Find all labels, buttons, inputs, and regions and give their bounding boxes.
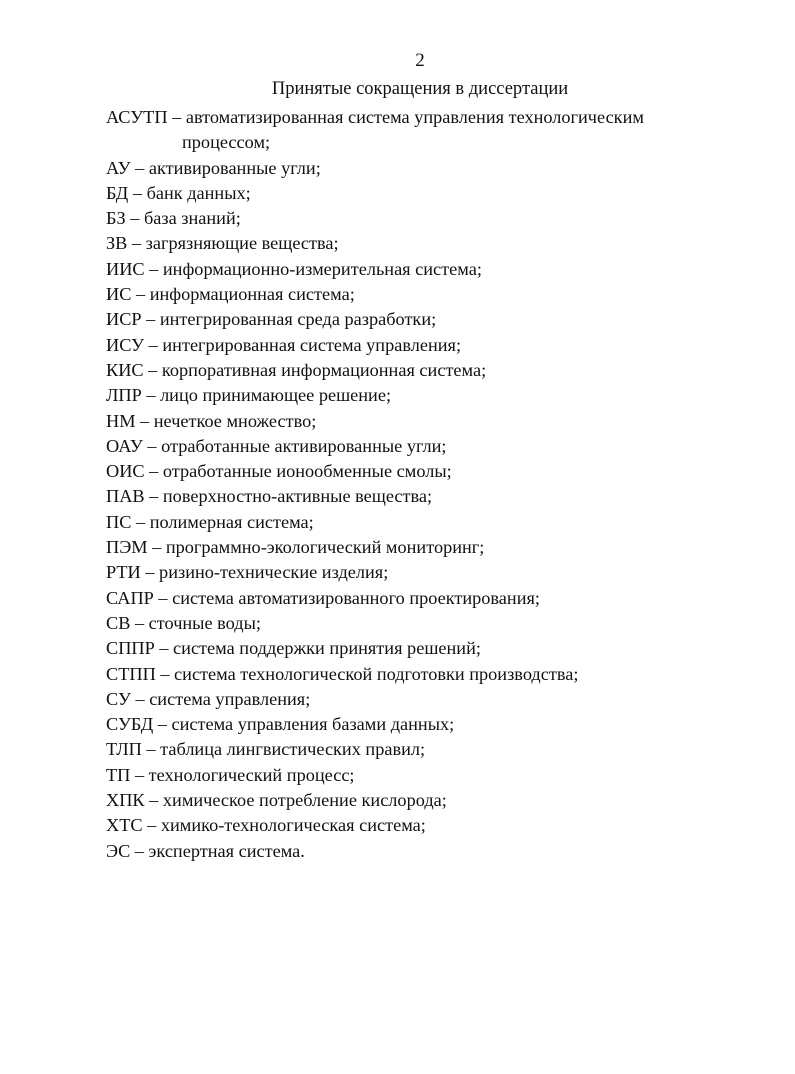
dash-separator: – — [142, 815, 161, 836]
abbreviation-entry — [106, 333, 686, 358]
definition: полимерная система; — [149, 511, 314, 532]
abbreviation-entry — [106, 459, 686, 484]
abbreviation: БД — [106, 182, 129, 203]
dash-separator: – — [153, 587, 173, 608]
abbreviation: АСУТП — [106, 107, 168, 127]
dash-separator: – — [141, 309, 160, 330]
dash-separator: – — [130, 764, 149, 785]
definition: база знаний; — [143, 208, 241, 229]
abbreviation: АУ — [106, 157, 131, 178]
definition: загрязняющие вещества; — [145, 233, 339, 254]
abbreviation-entry — [106, 282, 686, 307]
abbreviation: ХПК — [106, 790, 145, 811]
definition: ризино-технические изделия; — [159, 562, 389, 583]
dash-separator: – — [127, 233, 146, 254]
abbreviation: СВ — [106, 612, 131, 633]
dash-separator: – — [125, 208, 144, 229]
abbreviation: ИСР — [106, 309, 142, 330]
definition: таблица лингвистических правил; — [160, 739, 426, 760]
abbreviation-entry — [106, 257, 686, 282]
abbreviation-entry — [106, 687, 686, 712]
dash-separator: – — [135, 410, 154, 431]
page-title: Принятые сокращения в диссертации — [271, 79, 569, 99]
definition: корпоративная информационная система; — [161, 359, 487, 380]
abbreviation-entry — [106, 358, 686, 383]
definition: система управления базами данных; — [171, 714, 455, 735]
dash-separator: – — [130, 157, 149, 178]
dash-separator: – — [142, 435, 162, 456]
definition: химическое потребление кислорода; — [162, 790, 447, 811]
abbreviation-entry — [106, 409, 686, 434]
abbreviation-entry — [106, 510, 686, 535]
abbreviation-entry — [106, 712, 686, 737]
definition: система технологической подготовки производства; — [174, 663, 579, 684]
dash-separator: – — [147, 537, 166, 558]
dash-separator: – — [155, 663, 175, 684]
definition: интегрированная среда разработки; — [159, 309, 437, 330]
abbreviation-entry — [106, 636, 686, 661]
dash-separator: – — [130, 840, 149, 861]
dash-separator: – — [143, 359, 162, 380]
dash-separator: – — [141, 739, 161, 760]
abbreviation: СППР — [106, 638, 155, 659]
dash-separator: – — [130, 688, 150, 709]
definition: информационная система; — [149, 284, 355, 305]
dash-separator: – — [128, 182, 147, 203]
abbreviation-entry — [106, 231, 686, 256]
abbreviation: ИСУ — [106, 334, 145, 355]
abbreviation: ИИС — [106, 258, 145, 279]
abbreviation: ХТС — [106, 815, 143, 836]
definition: система поддержки принятия решений; — [173, 638, 481, 659]
abbreviation-entry — [106, 560, 686, 585]
abbreviation-entry — [106, 586, 686, 611]
definition: активированные угли; — [148, 157, 321, 178]
abbreviation: ИС — [106, 284, 132, 305]
definition: сточные воды; — [148, 612, 261, 633]
abbreviation-entry — [106, 181, 686, 206]
definition: нечеткое множество; — [153, 410, 317, 431]
dash-separator: – — [140, 562, 160, 583]
definition: технологический процесс; — [148, 764, 355, 785]
abbreviation-list — [106, 105, 686, 864]
abbreviation: ТЛП — [106, 739, 142, 760]
definition: система автоматизированного проектирования; — [172, 587, 540, 608]
definition: химико-технологическая система; — [160, 815, 426, 836]
abbreviation: СТПП — [106, 663, 156, 684]
abbreviation: ЭС — [106, 840, 131, 861]
definition-continuation: процессом; — [182, 132, 271, 153]
abbreviation-entry — [106, 763, 686, 788]
abbreviation-entry — [106, 662, 686, 687]
dash-separator: – — [131, 284, 150, 305]
dash-separator: – — [144, 258, 163, 279]
abbreviation: РТИ — [106, 562, 141, 583]
definition: поверхностно-активные вещества; — [162, 486, 433, 507]
dash-separator: – — [131, 511, 150, 532]
abbreviation-entry — [106, 839, 686, 864]
abbreviation-entry — [106, 307, 686, 332]
abbreviation-entry — [106, 611, 686, 636]
abbreviation-entry — [106, 105, 686, 130]
definition: программно-экологический мониторинг; — [165, 537, 485, 558]
abbreviation: ПЭМ — [106, 537, 148, 558]
definition: система управления; — [149, 688, 311, 709]
abbreviation: НМ — [106, 410, 136, 431]
abbreviation: ЛПР — [106, 385, 142, 406]
dash-separator: – — [154, 638, 174, 659]
abbreviation: СУБД — [106, 714, 154, 735]
definition: информационно-измерительная система; — [162, 258, 482, 279]
dash-separator: – — [144, 790, 163, 811]
abbreviation-entry — [106, 383, 686, 408]
dash-separator: – — [167, 107, 186, 127]
abbreviation-entry — [106, 206, 686, 231]
definition: лицо принимающее решение; — [160, 385, 392, 406]
dash-separator: – — [144, 486, 163, 507]
abbreviation-entry — [106, 535, 686, 560]
abbreviation-entry — [106, 156, 686, 181]
abbreviation-entry — [106, 788, 686, 813]
page-number: 2 — [415, 50, 425, 71]
abbreviation: ТП — [106, 764, 131, 785]
definition: отработанные активированные угли; — [161, 435, 447, 456]
dash-separator: – — [153, 714, 172, 735]
dash-separator: – — [130, 612, 149, 633]
definition: экспертная система. — [148, 840, 305, 861]
abbreviation-entry — [106, 813, 686, 838]
abbreviation: КИС — [106, 359, 144, 380]
dash-separator: – — [144, 461, 163, 482]
definition: отработанные ионообменные смолы; — [162, 461, 452, 482]
abbreviation: БЗ — [106, 208, 126, 229]
abbreviation-entry — [106, 737, 686, 762]
abbreviation: ЗВ — [106, 233, 128, 254]
dash-separator: – — [141, 385, 161, 406]
abbreviation: СУ — [106, 688, 131, 709]
definition: интегрированная система управления; — [162, 334, 462, 355]
abbreviation-entry — [106, 434, 686, 459]
abbreviation: ПАВ — [106, 486, 145, 507]
dash-separator: – — [144, 334, 163, 355]
abbreviation-entry — [106, 484, 686, 509]
abbreviation: САПР — [106, 587, 154, 608]
definition: автоматизированная система управления технологическим — [185, 107, 644, 127]
definition: банк данных; — [146, 182, 251, 203]
abbreviation: ОАУ — [106, 435, 143, 456]
abbreviation: ОИС — [106, 461, 145, 482]
abbreviation: ПС — [106, 511, 132, 532]
